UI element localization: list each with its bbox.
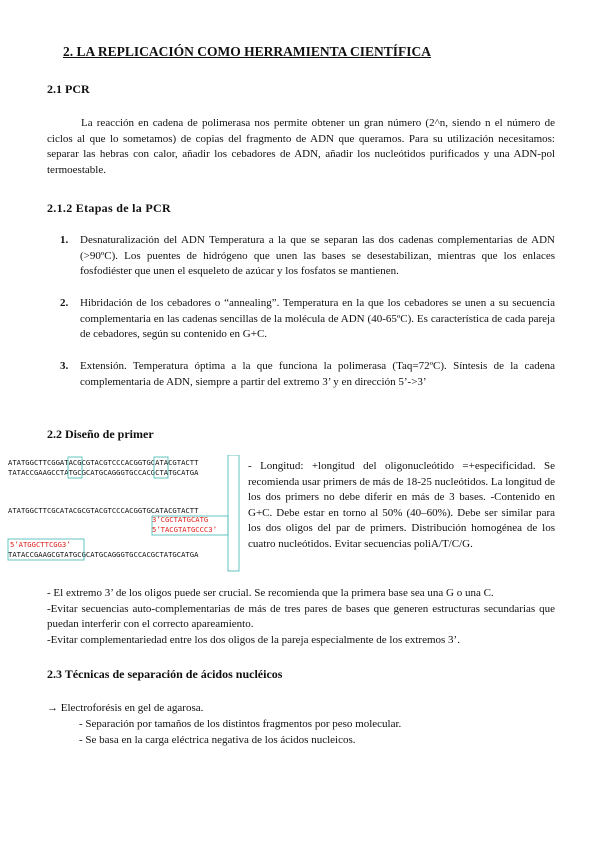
sequence-top-strand: ATATGGCTTCGCATACGCGTACGTCCCACGGTGCATACGTACTT [8,506,199,515]
electrophoresis-list [79,717,549,748]
page-title: 2. LA REPLICACIÓN COMO HERRAMIENTA CIENTÍFICA [63,44,432,59]
step-text: Extensión. Temperatura óptima a la que funciona la polimerasa (Taq=72ºC). Síntesis de la cadena complementaria de ADN, siempre a partir del extremo 3’ y en dirección 5’->3’ [80,360,555,388]
step-text: Desnaturalización del ADN Temperatura a la que se separan las dos cadenas complementarias de ADN (>90ºC). Los puentes de hidrógeno que unen las bases se desestabilizan, mientras que los enlaces fosfodiéster que unen el esqueleto de azúcar y los fosfatos se mantienen. [80,234,555,277]
primer-figure [6,455,244,573]
section-heading-etapas: 2.1.2 Etapas de la PCR [47,201,171,215]
sequence-top-strand: ATATGGCTTCGGATACGCGTACGTCCCACGGTGCATACGTACTT [8,458,199,467]
primer-red-label: 5’ATGGCTTCGG3’ [10,540,71,549]
section-heading-primer: 2.2 Diseño de primer [47,427,154,441]
section-heading-pcr: 2.1 PCR [47,82,90,96]
primer-side-text: - Longitud: +longitud del oligonucleótido =+especificidad. Se recomienda usar primers de más de 18-25 nucleótidos. La longitud de los dos primers no debe diferir en más de 3 bases. -Contenido en G+C. Debe estar en torno al 50% (40–60%). Debe ser similar para los dos oligos del par de primers. Distribución homogénea de los cuatro nucleótidos. Evitar secuencias poliA/T/C/G. [248,460,555,550]
primer-red-label: 3’CGCTATGCATG [152,515,209,524]
step-number: 1. [60,234,69,246]
step-text: Hibridación de los cebadores o “annealing”. Temperatura en la que los cebadores se unen a su secuencia complementaria en las cadenas sencillas de la molécula de ADN (40-65ºC). Es característica de cada pareja de cebadores, según su contenido en G+C. [80,297,555,340]
section-heading-separation: 2.3 Técnicas de separación de ácidos nucléicos [47,667,283,681]
primer-notes [47,586,555,648]
note-line: -Evitar secuencias auto-complementarias de más de tres pares de bases que generen estructuras secundarias que puedan interferir con el correcto apareamiento. [47,602,555,630]
step-number: 2. [60,297,69,309]
list-item: - Separación por tamaños de los distintos fragmentos por peso molecular. [79,718,402,730]
note-line: - El extremo 3’ de los oligos puede ser crucial. Se recomienda que la primera base sea una G o una C. [47,587,494,599]
primer-red-label: 5’TACGTATGCCC3’ [152,525,217,534]
list-item: - Se basa en la carga eléctrica negativa de los ácidos nucleicos. [79,733,356,746]
sequence-bottom-strand: TATACCGAAGCCTATGCGCATGCAGGGTGCCACGCTATGCATGA [8,468,199,477]
note-line: -Evitar complementariedad entre los dos oligos de la pareja especialmente de los extremos 3’. [47,633,460,646]
step-number: 3. [60,360,69,372]
pcr-paragraph: La reacción en cadena de polimerasa nos permite obtener un gran número (2^n, siendo n el número de ciclos al que lo sometamos) de copias del fragmento de ADN que queramos. Para su utilización necesitamos: separar las hebras con calor, añadir los cebadores de ADN, añadir los nucleótidos purificados y una ADN-pol termoestable. [47,117,555,176]
highlight-box [228,455,239,571]
sequence-bottom-strand: TATACCGAAGCGTATGCGCATGCAGGGTGCCACGCTATGCATGA [8,550,199,559]
electrophoresis-lead: → Electroforésis en gel de agarosa. [47,702,204,714]
